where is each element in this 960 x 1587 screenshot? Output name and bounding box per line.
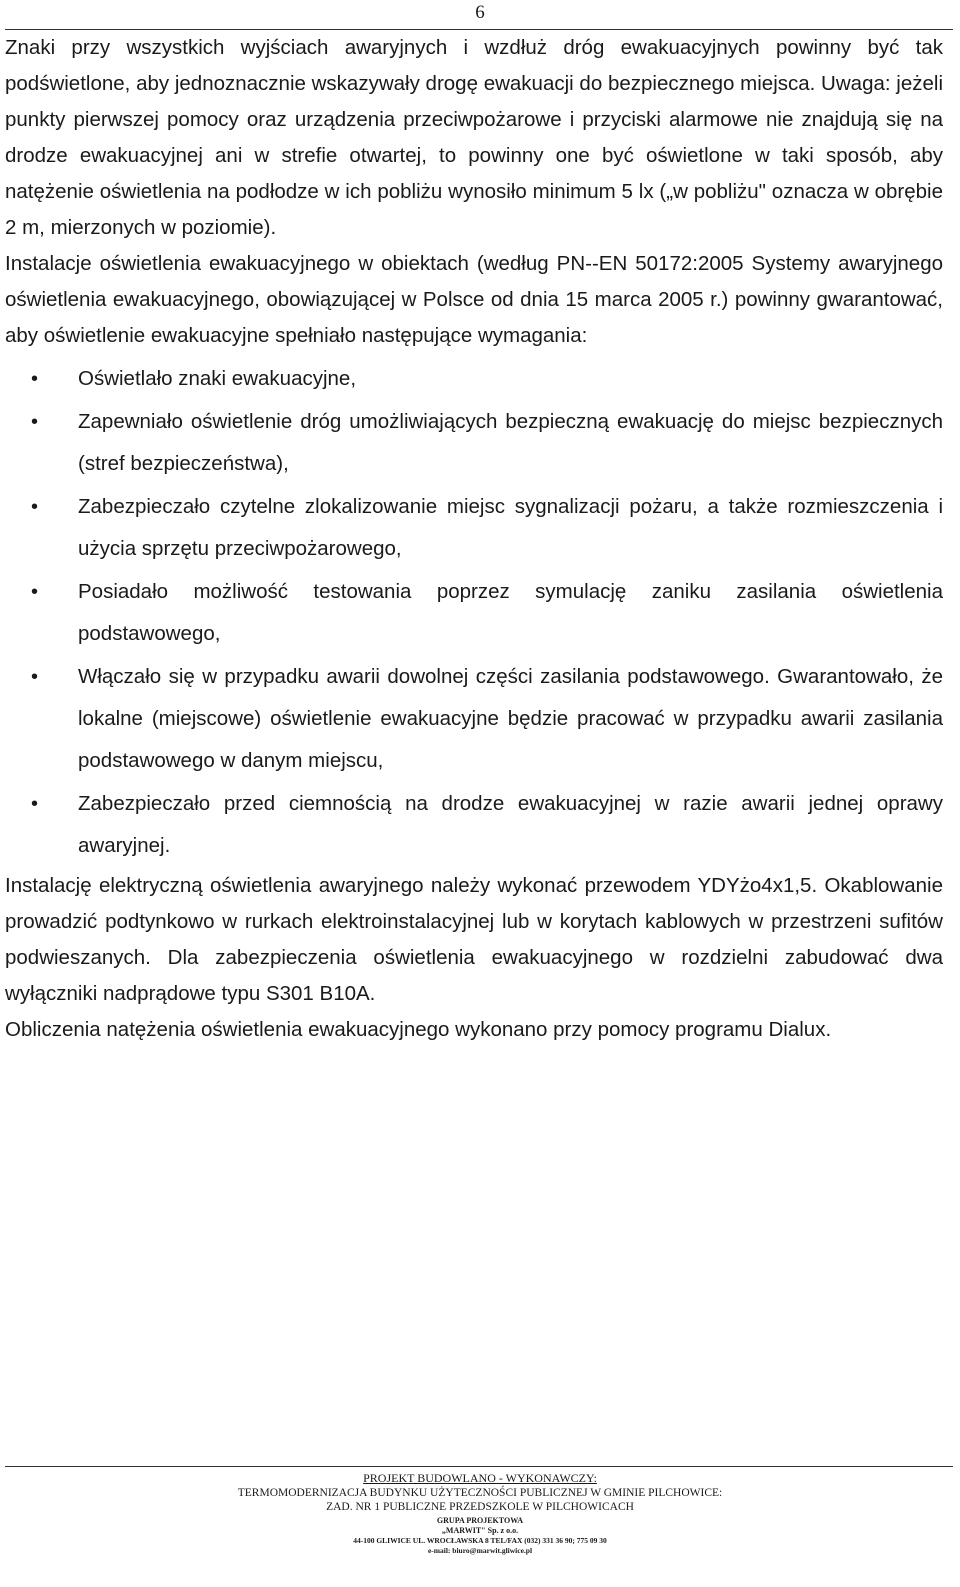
page-footer: [0, 1471, 960, 1556]
list-item: [5, 401, 943, 485]
list-item: [5, 358, 943, 400]
page-number: 6: [475, 2, 485, 23]
footer-project-title: TERMOMODERNIZACJA BUDYNKU UŻYTECZNOŚCI PUBLICZNEJ W GMINIE PILCHOWICE:: [237, 1487, 723, 1499]
list-item-text: Zapewniało oświetlenie dróg umożliwiających bezpieczną ewakuację do miejsc bezpiecznych (stref bezpieczeństwa),: [78, 410, 943, 475]
bullet-icon: •: [31, 411, 39, 433]
footer-email: e-mail: biuro@marwit.gliwice.pl: [427, 1546, 533, 1555]
paragraph-evacuation-signs: Znaki przy wszystkich wyjściach awaryjnych i wzdłuż dróg ewakuacyjnych powinny być tak podświetlone, aby jednoznacznie wskazywały drogę ewakuacji do bezpiecznego miejsca. Uwaga: jeżeli punkty pierwszej pomocy oraz urządzenia przeciwpożarowe i przyciski alarmowe nie znajdują się na drodze ewakuacyjnej ani w strefie otwartej, to powinny one być oświetlone w taki sposób, aby natężenie oświetlenia na podłodze w ich pobliżu wynosiło minimum 5 lx („w pobliżu" oznacza w obrębie 2 m, mierzonych w poziomie).: [5, 36, 943, 239]
footer-address: 44-100 GLIWICE UL. WROCŁAWSKA 8 TEL/FAX (032) 331 36 90; 775 09 30: [353, 1536, 607, 1545]
list-item: [5, 783, 943, 867]
bullet-icon: •: [31, 793, 39, 815]
requirements-list: [5, 358, 943, 867]
document-body: [5, 30, 943, 1048]
list-item-text: Posiadało możliwość testowania poprzez symulację zaniku zasilania oświetlenia podstawowego,: [78, 580, 943, 645]
paragraph-installation-requirements: Instalacje oświetlenia ewakuacyjnego w obiektach (według PN--EN 50172:2005 Systemy awaryjnego oświetlenia ewakuacyjnego, obowiązującej w Polsce od dnia 15 marca 2005 r.) powinny gwarantować, aby oświetlenie ewakuacyjne spełniało następujące wymagania:: [5, 252, 943, 347]
paragraph-wiring: Instalację elektryczną oświetlenia awaryjnego należy wykonać przewodem YDYżo4x1,5. Okablowanie prowadzić podtynkowo w rurkach elektroinstalacyjnej lub w korytach kablowych w przestrzeni sufitów podwieszanych. Dla zabezpieczenia oświetlenia ewakuacyjnego w rozdzielni zabudować dwa wyłączniki nadprądowe typu S301 B10A.: [5, 874, 943, 1005]
bullet-icon: •: [31, 496, 39, 518]
list-item: [5, 656, 943, 782]
footer-company: „MARWIT" Sp. z o.o.: [441, 1526, 519, 1535]
list-item-text: Włączało się w przypadku awarii dowolnej części zasilania podstawowego. Gwarantowało, że lokalne (miejscowe) oświetlenie ewakuacyjne będzie pracować w przypadku awarii zasilania podstawowego w danym miejscu,: [78, 665, 943, 772]
list-item-text: Zabezpieczało czytelne zlokalizowanie miejsc sygnalizacji pożaru, a także rozmieszczenia i użycia sprzętu przeciwpożarowego,: [78, 495, 943, 560]
bullet-icon: •: [31, 581, 39, 603]
bullet-icon: •: [31, 368, 39, 390]
footer-project-type: PROJEKT BUDOWLANO - WYKONAWCZY:: [363, 1471, 597, 1485]
list-item: [5, 486, 943, 570]
footer-divider: [5, 1466, 953, 1467]
list-item: [5, 571, 943, 655]
list-item-text: Zabezpieczało przed ciemnością na drodze ewakuacyjnej w razie awarii jednej oprawy awaryjnej.: [78, 792, 943, 857]
bullet-icon: •: [31, 666, 39, 688]
paragraph-calculations: Obliczenia natężenia oświetlenia ewakuacyjnego wykonano przy pomocy programu Dialux.: [5, 1018, 832, 1041]
footer-task: ZAD. NR 1 PUBLICZNE PRZEDSZKOLE W PILCHOWICACH: [326, 1501, 634, 1513]
list-item-text: Oświetlało znaki ewakuacyjne,: [78, 367, 357, 390]
footer-group: GRUPA PROJEKTOWA: [436, 1516, 524, 1525]
